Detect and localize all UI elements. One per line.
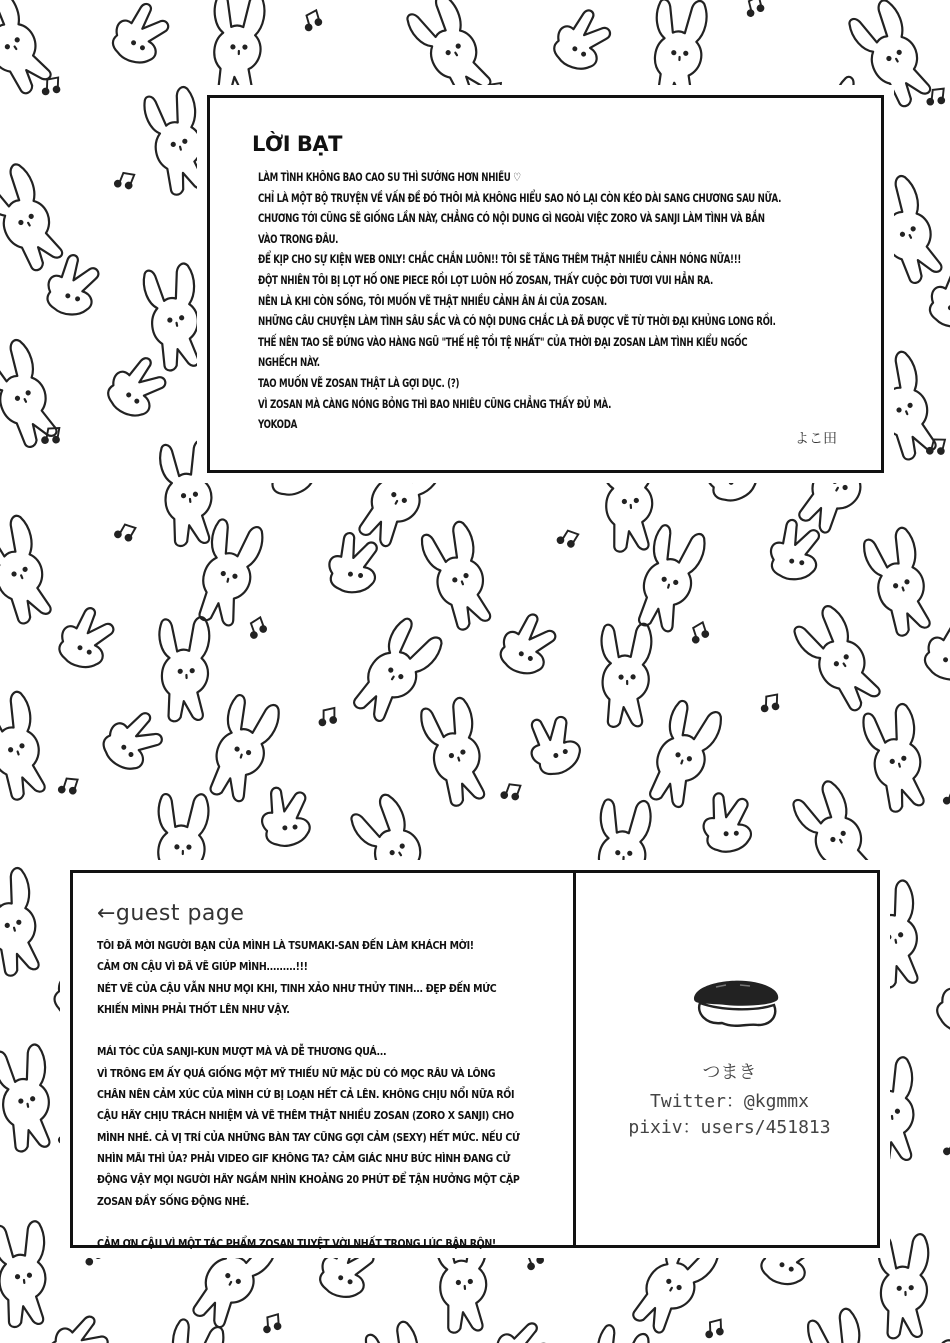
bunny-doodle-icon: [0, 0, 61, 98]
guest-page-panel: [70, 870, 880, 1251]
afterword-line: CHỈ LÀ MỘT BỘ TRUYỆN VỀ VẤN ĐỀ ĐÓ THÔI MÀ KHÔNG HIỂU SAO NÓ LẠI CÒN KÉO DÀI SANG CHƯƠNG SAU NỮA.: [258, 191, 782, 205]
afterword-line: TAO MUỐN VẼ ZOSAN THẬT LÀ GỢI DỤC. (?): [258, 376, 460, 390]
bunny-doodle-icon: [0, 690, 56, 803]
hand-doodle-icon: [97, 702, 170, 778]
hand-doodle-icon: [43, 1306, 115, 1343]
hand-doodle-icon: [56, 603, 117, 672]
bunny-doodle-icon: [213, 0, 265, 97]
hand-doodle-icon: [102, 349, 172, 424]
music-note-icon: [943, 1137, 950, 1160]
afterword-line: LÀM TÌNH KHÔNG BAO CAO SU THÌ SƯỚNG HƠN NHIỀU ♡: [258, 171, 521, 184]
music-note-icon: [556, 526, 579, 549]
music-note-icon: [114, 520, 137, 543]
afterword-panel: [207, 95, 884, 473]
bunny-doodle-icon: [601, 624, 653, 727]
bunny-doodle-icon: [141, 262, 209, 372]
hand-doodle-icon: [516, 706, 589, 782]
music-note-icon: [523, 1248, 545, 1270]
bunny-doodle-icon: [0, 866, 50, 978]
bunny-doodle-icon: [644, 699, 724, 812]
music-note-icon: [320, 708, 337, 725]
afterword-line: ĐỘT NHIÊN TÔI BỊ LỌT HỐ ONE PIECE RỒI LỌT LUÔN HỐ ZOSAN, THẤY CUỘC ĐỜI TƯƠI VUI HẲN RA.: [258, 273, 713, 287]
music-note-icon: [689, 622, 710, 644]
hand-doodle-icon: [109, 0, 173, 69]
bunny-doodle-icon: [860, 702, 935, 814]
guest-line: NÉT VẼ CỦA CẬU VẪN NHƯ MỌI KHI, TINH XẢO NHƯ THỦY TINH... ĐẸP ĐẾN MỨC: [97, 981, 497, 995]
bunny-doodle-icon: [141, 85, 216, 197]
hand-doodle-icon: [254, 781, 317, 851]
bunny-doodle-icon: [633, 523, 708, 635]
guest-line: [97, 1020, 520, 1041]
guest-line: ZOSAN ĐẦY SỐNG ĐỘNG NHÉ.: [97, 1194, 250, 1208]
guest-credit: [576, 873, 883, 1245]
hand-doodle-icon: [46, 253, 100, 317]
hand-doodle-icon: [927, 264, 950, 331]
bunny-doodle-icon: [155, 1318, 227, 1343]
afterword-line: NÊN LÀ KHI CÒN SỐNG, TÔI MUỐN VẼ THẬT NHIỀU CẢNH ÂN ÁI CỦA ZOSAN.: [258, 294, 607, 308]
bunny-doodle-icon: [0, 1043, 61, 1153]
hand-doodle-icon: [770, 519, 821, 580]
guest-line: CẢM ƠN CẬU VÌ ĐÃ VẼ GIÚP MÌNH.........!!!: [97, 960, 308, 974]
afterword-line: VÀO TRONG ĐÂU.: [258, 232, 339, 246]
bunny-doodle-icon: [805, 1307, 885, 1343]
music-note-icon: [302, 10, 323, 31]
afterword-line: NGHẾCH NÀY.: [258, 356, 320, 370]
guest-line: [97, 1212, 520, 1233]
afterword-line: ĐỂ KỊP CHO SỰ KIỆN WEB ONLY! CHẮC CHẮN LUÔN!! TÔI SẼ TĂNG THÊM THẬT NHIỀU CẢNH NÓNG NỮA!!!: [258, 253, 741, 267]
bunny-doodle-icon: [791, 603, 891, 716]
afterword-author: YOKODA: [258, 418, 297, 432]
guest-artist-name: つまき: [702, 1062, 757, 1083]
music-note-icon: [706, 1320, 723, 1338]
guest-line: VÌ TRÔNG EM ẤY QUÁ GIỐNG MỘT MỸ THIẾU NỮ MẶC DÙ CÓ MỌC RÂU VÀ LÔNG: [97, 1066, 496, 1080]
music-note-icon: [58, 775, 79, 797]
bunny-doodle-icon: [194, 518, 266, 629]
music-note-icon: [762, 694, 779, 712]
guest-line: CẢM ƠN CẬU VÌ MỘT TÁC PHẨM ZOSAN TUYỆT VỜI NHẤT TRONG LÚC BẬN RỘN!: [97, 1237, 496, 1251]
bunny-doodle-icon: [652, 0, 707, 104]
hand-doodle-icon: [485, 1313, 558, 1343]
guest-line: CẬU HÃY CHỊU TRÁCH NHIỆM VÀ VẼ THÊM THẬT NHIỀU ZOSAN (ZORO X SANJI) CHO: [97, 1109, 514, 1123]
bunny-doodle-icon: [362, 1319, 445, 1343]
bunny-doodle-icon: [159, 617, 214, 722]
guest-line: KHIẾN MÌNH PHẢI THỐT LÊN NHƯ VẬY.: [97, 1002, 290, 1016]
music-note-icon: [744, 0, 764, 17]
guest-pixiv-id: pixiv：users/451813: [628, 1117, 831, 1138]
bunny-doodle-icon: [205, 693, 283, 806]
guest-line: TÔI ĐÃ MỜI NGƯỜI BẠN CỦA MÌNH LÀ TSUMAKI-SAN ĐẾN LÀM KHÁCH MỜI!: [97, 939, 474, 952]
music-note-icon: [263, 1314, 281, 1332]
bunny-doodle-icon: [403, 0, 501, 105]
guest-twitter-handle: Twitter：@kgmmx: [650, 1091, 809, 1112]
hand-doodle-icon: [931, 966, 950, 1041]
bunny-doodle-icon: [577, 1323, 652, 1343]
hand-doodle-icon: [549, 3, 615, 75]
hand-doodle-icon: [696, 787, 757, 856]
bunny-doodle-icon: [0, 1220, 54, 1328]
bunny-doodle-icon: [878, 1234, 933, 1339]
hand-doodle-icon: [327, 531, 380, 594]
guest-line: NHÌN MÃI THÌ ỦA? PHẢI VIDEO GIF KHÔNG TA? CẢM GIÁC NHƯ BỨC HÌNH ĐANG CỬ: [97, 1151, 511, 1165]
afterword-line: THẾ NÊN TAO SẼ ĐỨNG VÀO HÀNG NGŨ "THẾ HỆ TỒI TỆ NHẤT" CỦA THỜI ĐẠI ZOSAN LÀM TÌNH KIỂU NGỐC: [258, 335, 748, 349]
afterword-text: [258, 168, 851, 436]
bunny-doodle-icon: [861, 526, 941, 639]
bunny-doodle-icon: [0, 513, 62, 627]
bunny-doodle-icon: [0, 161, 73, 275]
guest-page-text: [97, 935, 520, 1254]
afterword-line: VÌ ZOSAN MÀ CÀNG NÓNG BỎNG THÌ BAO NHIÊU CŨNG CHẲNG THẤY ĐỦ MÀ.: [258, 397, 612, 411]
hand-doodle-icon: [497, 609, 560, 679]
afterword-title: LỜI BẠT: [252, 132, 342, 156]
afterword-line: CHƯƠNG TỚI CŨNG SẼ GIỐNG LẦN NÀY, CHẲNG CÓ NỘI DUNG GÌ NGOÀI VIỆC ZORO VÀ SANJI LÀM TÌNH VÀ BẮN: [258, 212, 765, 226]
bunny-doodle-icon: [418, 696, 496, 809]
afterword-line: NHỮNG CÂU CHUYỆN LÀM TÌNH SÂU SẮC VÀ CÓ NỘI DUNG CHẮC LÀ ĐÃ ĐƯỢC VẼ TỪ THỜI ĐẠI KHỦNG LONG RỒI.: [258, 315, 776, 329]
sushi-icon: [686, 973, 786, 1033]
guest-line: MÌNH NHÉ. CẢ VỊ TRÍ CỦA NHỮNG BÀN TAY CŨNG GỢI CẢM (SEXY) HẾT MỨC. NẾU CỨ: [97, 1130, 520, 1144]
afterword-signature: よこ田: [795, 431, 837, 447]
hand-doodle-icon: [921, 614, 950, 685]
guest-page-heading: ←guest page: [97, 901, 245, 926]
music-note-icon: [246, 617, 267, 639]
music-note-icon: [501, 781, 522, 803]
bunny-doodle-icon: [418, 519, 501, 633]
guest-line: CHÂN NÊN CẢM XÚC CỦA MÌNH CỨ BỊ LOẠN HẾT CẢ LÊN. KHÔNG CHỊU NỔI NỮA RỒI: [97, 1088, 515, 1102]
music-note-icon: [114, 169, 136, 191]
guest-line: ĐỘNG VẬY MỌI NGƯỜI HÃY NGẮM NHÌN KHOẢNG 20 PHÚT ĐỂ TẬN HƯỞNG MỘT CẶP: [97, 1173, 520, 1187]
hand-doodle-icon: [926, 1319, 950, 1343]
guest-line: MÁI TÓC CỦA SANJI-KUN MƯỢT MÀ VÀ DỄ THƯƠNG QUÁ...: [97, 1045, 387, 1059]
music-note-icon: [943, 786, 950, 808]
